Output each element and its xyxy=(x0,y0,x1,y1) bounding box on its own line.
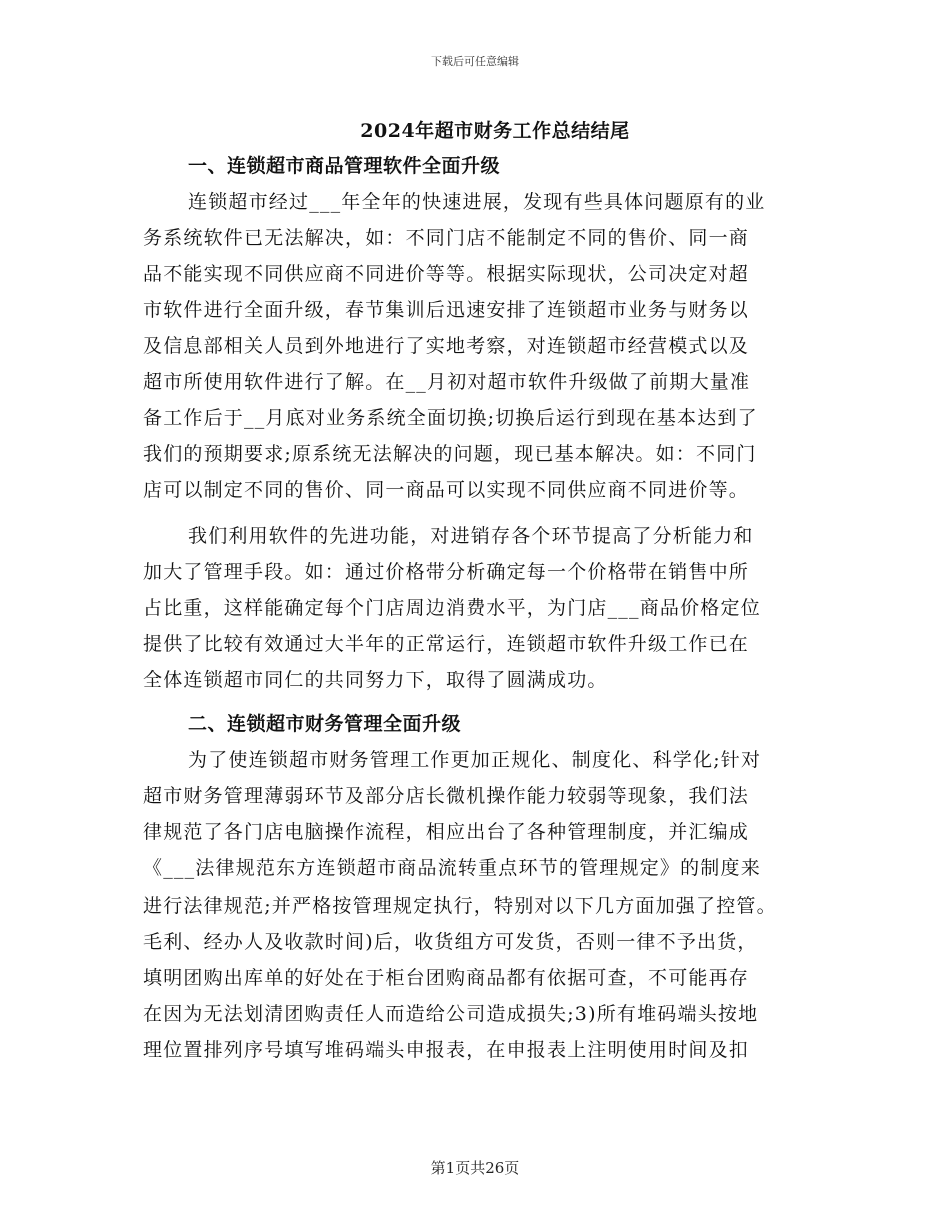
paragraph-line: 连锁超市经过___年全年的快速进展，发现有些具体问题原有的业 xyxy=(188,191,766,213)
paragraph-line: 超市所使用软件进行了解。在__月初对超市软件升级做了前期大量准 xyxy=(143,371,751,393)
paragraph-line: 占比重，这样能确定每个门店周边消费水平，为门店___商品价格定位 xyxy=(143,597,761,619)
paragraph-line: 填明团购出库单的好处在于柜台团购商品都有依据可查，不可能再存 xyxy=(143,967,750,989)
paragraph-line: 我们的预期要求;原系统无法解决的问题，现已基本解决。如：不同门 xyxy=(143,443,757,465)
paragraph-line: 品不能实现不同供应商不同进价等等。根据实际现状，公司决定对超 xyxy=(143,263,750,285)
paragraph-line: 市软件进行全面升级，春节集训后迅速安排了连锁超市业务与财务以 xyxy=(143,299,750,321)
section-heading-1: 一、连锁超市商品管理软件全面升级 xyxy=(188,155,501,177)
page-footer: 第1页共26页 xyxy=(430,1159,520,1177)
paragraph-line: 及信息部相关人员到外地进行了实地考察，对连锁超市经营模式以及 xyxy=(143,335,750,357)
paragraph-line: 店可以制定不同的售价、同一商品可以实现不同供应商不同进价等。 xyxy=(143,479,750,501)
paragraph-line: 律规范了各门店电脑操作流程，相应出台了各种管理制度，并汇编成 xyxy=(143,821,750,843)
paragraph-line: 提供了比较有效通过大半年的正常运行，连锁超市软件升级工作已在 xyxy=(143,633,750,655)
paragraph-line: 为了使连锁超市财务管理工作更加正规化、制度化、科学化;针对 xyxy=(188,749,762,771)
document-title: 2024年超市财务工作总结结尾 xyxy=(360,120,630,142)
paragraph-line: 务系统软件已无法解决，如：不同门店不能制定不同的售价、同一商 xyxy=(143,227,750,249)
paragraph-line: 在因为无法划清团购责任人而造给公司造成损失;3)所有堆码端头按地 xyxy=(143,1003,759,1025)
paragraph-line: 毛利、经办人及收款时间)后，收货组方可发货，否则一律不予出货， xyxy=(143,931,758,953)
paragraph-line: 加大了管理手段。如：通过价格带分析确定每一个价格带在销售中所 xyxy=(143,561,750,583)
paragraph-line: 进行法律规范;并严格按管理规定执行，特别对以下几方面加强了控管。 xyxy=(143,895,777,917)
paragraph-line: 《___法律规范东方连锁超市商品流转重点环节的管理规定》的制度来 xyxy=(143,857,761,879)
header-note: 下载后可任意编辑 xyxy=(431,55,519,68)
paragraph-line: 超市财务管理薄弱环节及部分店长微机操作能力较弱等现象，我们法 xyxy=(143,785,750,807)
paragraph-line: 我们利用软件的先进功能，对进销存各个环节提高了分析能力和 xyxy=(188,525,754,547)
paragraph-line: 全体连锁超市同仁的共同努力下，取得了圆满成功。 xyxy=(143,669,608,691)
paragraph-line: 理位置排列序号填写堆码端头申报表，在申报表上注明使用时间及扣 xyxy=(143,1039,750,1061)
paragraph-line: 备工作后于__月底对业务系统全面切换;切换后运行到现在基本达到了 xyxy=(143,407,758,429)
section-heading-2: 二、连锁超市财务管理全面升级 xyxy=(188,713,462,735)
